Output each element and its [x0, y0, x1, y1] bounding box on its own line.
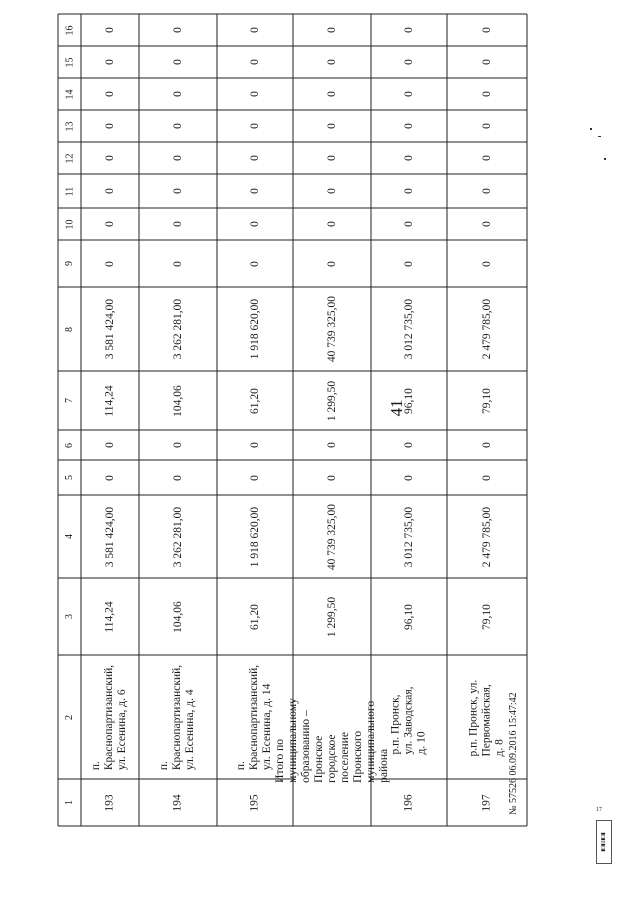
table-cell-r3-c5: [218, 461, 292, 494]
table-cell-r1-c4: [82, 496, 138, 577]
table-cell-r3-c13: [218, 111, 292, 141]
table-cell-r4-c7-text: 1 299,50: [326, 380, 338, 421]
table-cell-r6-c16: [448, 15, 526, 45]
table-cell-r6-c7-text: 79,10: [481, 387, 493, 414]
header-cell-2: [59, 656, 80, 778]
table-cell-r4-c6: [294, 431, 370, 459]
table-cell-r6-c15: [448, 47, 526, 77]
table-cell-r5-c3-text: 96,10: [403, 603, 415, 630]
total-label-cell: [273, 656, 390, 825]
table-cell-r5-c9-text: 0: [403, 260, 415, 267]
table-cell-r4-c14-text: 0: [326, 91, 338, 97]
table-cell-r4-c10: [294, 209, 370, 239]
table-cell-r3-c13-text: 0: [249, 123, 261, 129]
table-cell-r2-c4: [140, 496, 216, 577]
table-cell-r6-c10: [448, 209, 526, 239]
scan-mark: [590, 128, 592, 130]
table-cell-r4-c3-text: 1 299,50: [326, 596, 338, 637]
table-cell-r6-c1-text: 197: [481, 793, 493, 812]
table-cell-r1-c14-text: 0: [104, 91, 116, 97]
table-cell-r1-c11: [82, 175, 138, 207]
table-cell-r5-c15: [372, 47, 446, 77]
table-cell-r6-c13-text: 0: [481, 123, 493, 129]
table-cell-r2-c16: [140, 15, 216, 45]
table-cell-r4-c5: [294, 461, 370, 494]
table-cell-r4-c9-text: 0: [326, 260, 338, 267]
stamp-mark: 17: [596, 807, 602, 813]
table-cell-r5-c14-text: 0: [403, 91, 415, 97]
header-cell-10-text: 10: [64, 219, 75, 229]
table-cell-r6-c16-text: 0: [481, 27, 493, 33]
table-cell-r3-c7-text: 61,20: [249, 387, 261, 414]
table-cell-r3-c2-text: п. Краснопартизанский, ул. Есенина, д. 14: [235, 664, 274, 770]
table-cell-r3-c16-text: 0: [249, 27, 261, 33]
table-cell-r5-c13-text: 0: [403, 123, 415, 129]
header-cell-3-text: 3: [64, 614, 75, 619]
table-cell-r2-c11-text: 0: [172, 188, 184, 194]
table-cell-r3-c15-text: 0: [249, 59, 261, 65]
table-cell-r4-c14: [294, 79, 370, 109]
table-cell-r1-c16: [82, 15, 138, 45]
table-cell-r6-c2-text: р.п. Пронск, ул. Первомайская, д. 8: [467, 679, 506, 756]
table-cell-r2-c10: [140, 209, 216, 239]
table-cell-r2-c14-text: 0: [172, 91, 184, 97]
table-cell-r5-c4: [372, 496, 446, 577]
table-cell-r6-c10-text: 0: [481, 221, 493, 227]
table-cell-r5-c1: [372, 780, 446, 825]
table-cell-r3-c7: [218, 372, 292, 429]
header-cell-5-text: 5: [64, 475, 75, 480]
header-cell-5: [59, 461, 80, 494]
table-cell-r1-c11-text: 0: [104, 188, 116, 194]
table-cell-r6-c11-text: 0: [481, 188, 493, 194]
table-cell-r5-c6-text: 0: [403, 442, 415, 448]
table-cell-r5-c2-text: р.п. Пронск, ул. Заводская, д. 10: [389, 685, 428, 754]
table-cell-r5-c12: [372, 143, 446, 173]
header-cell-11-text: 11: [63, 186, 75, 196]
table-cell-r4-c15: [294, 47, 370, 77]
table-cell-r6-c6: [448, 431, 526, 459]
table-cell-r3-c10: [218, 209, 292, 239]
table-cell-r3-c8: [218, 288, 292, 370]
table-cell-r2-c16-text: 0: [172, 27, 184, 33]
header-cell-16: [59, 15, 80, 45]
header-cell-14-text: 14: [64, 89, 75, 99]
header-cell-12: [59, 143, 80, 173]
table-cell-r2-c3-text: 104,06: [172, 600, 184, 633]
table-cell-r1-c4-text: 3 581 424,00: [104, 506, 116, 567]
table-cell-r6-c14: [448, 79, 526, 109]
header-cell-9: [59, 241, 80, 286]
table-cell-r3-c6: [218, 431, 292, 459]
table-cell-r6-c9: [448, 241, 526, 286]
table-cell-r1-c5: [82, 461, 138, 494]
header-cell-10: [59, 209, 80, 239]
table-cell-r6-c13: [448, 111, 526, 141]
table-cell-r4-c13: [294, 111, 370, 141]
table-cell-r1-c15: [82, 47, 138, 77]
header-cell-8-text: 8: [64, 326, 75, 332]
table-cell-r4-c10-text: 0: [326, 221, 338, 227]
table-cell-r3-c1-text: 195: [249, 793, 261, 812]
table-cell-r6-c6-text: 0: [481, 442, 493, 448]
table-cell-r2-c14: [140, 79, 216, 109]
table-cell-r2-c8: [140, 288, 216, 370]
table-cell-r1-c2: [82, 656, 138, 778]
header-cell-7-text: 7: [64, 398, 75, 403]
total-label-text: Итого по муниципальному образованию – Пронское городское поселение Пронского муниципального района: [273, 698, 390, 783]
table-cell-r2-c1-text: 194: [172, 793, 184, 812]
table-cell-r6-c12: [448, 143, 526, 173]
table-cell-r3-c3: [218, 579, 292, 654]
table-cell-r5-c9: [372, 241, 446, 286]
table-cell-r5-c8-text: 3 012 735,00: [403, 298, 415, 360]
table-cell-r3-c4: [218, 496, 292, 577]
table-cell-r6-c14-text: 0: [481, 91, 493, 97]
table-cell-r4-c9: [294, 241, 370, 286]
table-cell-r3-c11: [218, 175, 292, 207]
table-cell-r4-c8: [294, 288, 370, 370]
table-cell-r2-c1: [140, 780, 216, 825]
scan-mark: [604, 158, 606, 160]
table-cell-r6-c4: [448, 496, 526, 577]
table-cell-r2-c11: [140, 175, 216, 207]
table-cell-r1-c5-text: 0: [104, 474, 116, 481]
table-cell-r2-c15: [140, 47, 216, 77]
table-cell-r1-c6: [82, 431, 138, 459]
table-cell-r6-c5-text: 0: [481, 474, 493, 481]
header-cell-6-text: 6: [64, 442, 75, 448]
table-cell-r3-c9: [218, 241, 292, 286]
table-cell-r5-c11-text: 0: [403, 188, 415, 194]
table-cell-r5-c8: [372, 288, 446, 370]
table-cell-r2-c7-text: 104,06: [172, 384, 184, 417]
table-cell-r5-c4-text: 3 012 735,00: [403, 506, 415, 567]
table-cell-r2-c3: [140, 579, 216, 654]
table-cell-r5-c13: [372, 111, 446, 141]
table-cell-r5-c6: [372, 431, 446, 459]
table-cell-r2-c2-text: п. Краснопартизанский, ул. Есенина, д. 4: [158, 664, 197, 770]
table-cell-r1-c1-text: 193: [104, 793, 116, 812]
table-cell-r2-c13-text: 0: [172, 123, 184, 129]
table-cell-r3-c5-text: 0: [249, 474, 261, 481]
table-cell-r6-c4-text: 2 479 785,00: [481, 506, 493, 567]
table-cell-r2-c13: [140, 111, 216, 141]
table-cell-r2-c8-text: 3 262 281,00: [172, 298, 184, 360]
table-cell-r2-c5: [140, 461, 216, 494]
table-cell-r2-c6: [140, 431, 216, 459]
table-cell-r4-c16-text: 0: [326, 27, 338, 33]
table-cell-r1-c1: [82, 780, 138, 825]
table-cell-r5-c5-text: 0: [403, 474, 415, 481]
table-cell-r5-c14: [372, 79, 446, 109]
table-cell-r6-c5: [448, 461, 526, 494]
header-cell-1: [59, 780, 80, 825]
table-cell-r4-c8-text: 40 739 325,00: [326, 295, 338, 363]
table-cell-r3-c8-text: 1 918 620,00: [249, 298, 261, 360]
table-cell-r2-c9-text: 0: [172, 260, 184, 267]
table-cell-r6-c7: [448, 372, 526, 429]
table-cell-r4-c4-text: 40 739 325,00: [326, 503, 338, 570]
table-cell-r4-c12-text: 0: [326, 155, 338, 161]
table-cell-r4-c5-text: 0: [326, 474, 338, 481]
header-cell-14: [59, 79, 80, 109]
table-cell-r5-c5: [372, 461, 446, 494]
table-cell-r3-c14-text: 0: [249, 91, 261, 97]
table-cell-r2-c6-text: 0: [172, 442, 184, 448]
table-cell-r3-c9-text: 0: [249, 260, 261, 267]
header-cell-16-text: 16: [64, 25, 75, 35]
table-cell-r3-c14: [218, 79, 292, 109]
table-cell-r1-c3-text: 114,24: [103, 600, 116, 633]
table-cell-r4-c6-text: 0: [326, 442, 338, 448]
table-cell-r6-c3-text: 79,10: [481, 603, 493, 630]
table-cell-r2-c15-text: 0: [172, 59, 184, 65]
page-number: 41: [387, 399, 406, 417]
header-cell-2-text: 2: [64, 714, 75, 720]
table-cell-r4-c16: [294, 15, 370, 45]
header-cell-6: [59, 431, 80, 459]
table-cell-r3-c6-text: 0: [249, 442, 261, 448]
table-cell-r6-c8: [448, 288, 526, 370]
table-cell-r4-c15-text: 0: [326, 59, 338, 65]
table-cell-r2-c12: [140, 143, 216, 173]
header-cell-13-text: 13: [64, 121, 75, 131]
table-cell-r1-c9: [82, 241, 138, 286]
table-cell-r5-c16: [372, 15, 446, 45]
table-cell-r2-c9: [140, 241, 216, 286]
table-cell-r5-c15-text: 0: [403, 59, 415, 65]
table-cell-r3-c1: [218, 780, 292, 825]
table-cell-r1-c2-text: п. Краснопартизанский, ул. Есенина, д. 6: [90, 664, 129, 770]
table-cell-r1-c7: [82, 372, 138, 429]
table-cell-r5-c7: [372, 372, 446, 429]
table-cell-r2-c2: [140, 656, 216, 778]
table-cell-r1-c10: [82, 209, 138, 239]
table-cell-r2-c5-text: 0: [172, 474, 184, 481]
table-cell-r4-c7: [294, 372, 370, 429]
table-cell-r1-c6-text: 0: [104, 442, 116, 448]
table-cell-r4-c11-text: 0: [326, 188, 338, 194]
table-cell-r1-c12: [82, 143, 138, 173]
table-cell-r6-c9-text: 0: [481, 260, 493, 267]
header-cell-4: [59, 496, 80, 577]
table-cell-r1-c12-text: 0: [104, 155, 116, 161]
table-cell-r5-c7-text: 96,10: [403, 387, 415, 414]
header-cell-7: [59, 372, 80, 429]
table-cell-r3-c10-text: 0: [249, 221, 261, 227]
table-cell-r1-c16-text: 0: [104, 27, 116, 33]
table-cell-r5-c10-text: 0: [403, 221, 415, 227]
table-cell-r2-c4-text: 3 262 281,00: [172, 506, 184, 567]
table-cell-r5-c16-text: 0: [403, 27, 415, 33]
document-stamp: ▮▯▮▯▮▯▮: [596, 820, 612, 864]
table-cell-r6-c15-text: 0: [481, 59, 493, 65]
table-cell-r1-c14: [82, 79, 138, 109]
header-cell-11: [59, 175, 80, 207]
table-cell-r5-c10: [372, 209, 446, 239]
header-cell-8: [59, 288, 80, 370]
table-cell-r4-c12: [294, 143, 370, 173]
header-cell-15: [59, 47, 80, 77]
table-cell-r3-c3-text: 61,20: [249, 603, 261, 630]
table-cell-r4-c11: [294, 175, 370, 207]
table-cell-r1-c13-text: 0: [104, 123, 116, 129]
table-cell-r2-c12-text: 0: [172, 155, 184, 161]
table-cell-r4-c3: [294, 579, 370, 654]
table-cell-r1-c7-text: 114,24: [103, 384, 116, 417]
table-cell-r1-c13: [82, 111, 138, 141]
table-cell-r6-c12-text: 0: [481, 155, 493, 161]
header-cell-1-text: 1: [64, 800, 75, 805]
table-cell-r1-c10-text: 0: [104, 221, 116, 227]
table-cell-r3-c12: [218, 143, 292, 173]
header-cell-15-text: 15: [64, 57, 75, 67]
table-cell-r3-c11-text: 0: [249, 188, 261, 194]
table-cell-r1-c9-text: 0: [104, 260, 116, 267]
header-cell-12-text: 12: [64, 153, 75, 163]
header-cell-4-text: 4: [64, 534, 75, 539]
table-cell-r3-c15: [218, 47, 292, 77]
table-cell-r1-c15-text: 0: [104, 59, 116, 65]
table-cell-r3-c12-text: 0: [249, 155, 261, 161]
table-cell-r2-c7: [140, 372, 216, 429]
table-cell-r3-c16: [218, 15, 292, 45]
header-cell-9-text: 9: [64, 261, 75, 266]
table-cell-r2-c10-text: 0: [172, 221, 184, 227]
table-cell-r1-c8-text: 3 581 424,00: [104, 298, 116, 360]
table-cell-r5-c1-text: 196: [403, 793, 415, 812]
table-cell-r5-c2: [372, 656, 446, 778]
table-cell-r6-c11: [448, 175, 526, 207]
table-cell-r3-c4-text: 1 918 620,00: [249, 506, 261, 567]
table-cell-r5-c11: [372, 175, 446, 207]
header-cell-13: [59, 111, 80, 141]
scan-mark: [598, 136, 601, 137]
footer-registration: № 57526 06.09.2016 15:47:42: [508, 692, 519, 815]
table-cell-r6-c8-text: 2 479 785,00: [481, 298, 493, 360]
table-cell-r4-c13-text: 0: [326, 123, 338, 129]
table-cell-r1-c8: [82, 288, 138, 370]
table-cell-r4-c4: [294, 496, 370, 577]
table-cell-r1-c3: [82, 579, 138, 654]
table-cell-r5-c12-text: 0: [403, 155, 415, 161]
table-cell-r5-c3: [372, 579, 446, 654]
header-cell-3: [59, 579, 80, 654]
